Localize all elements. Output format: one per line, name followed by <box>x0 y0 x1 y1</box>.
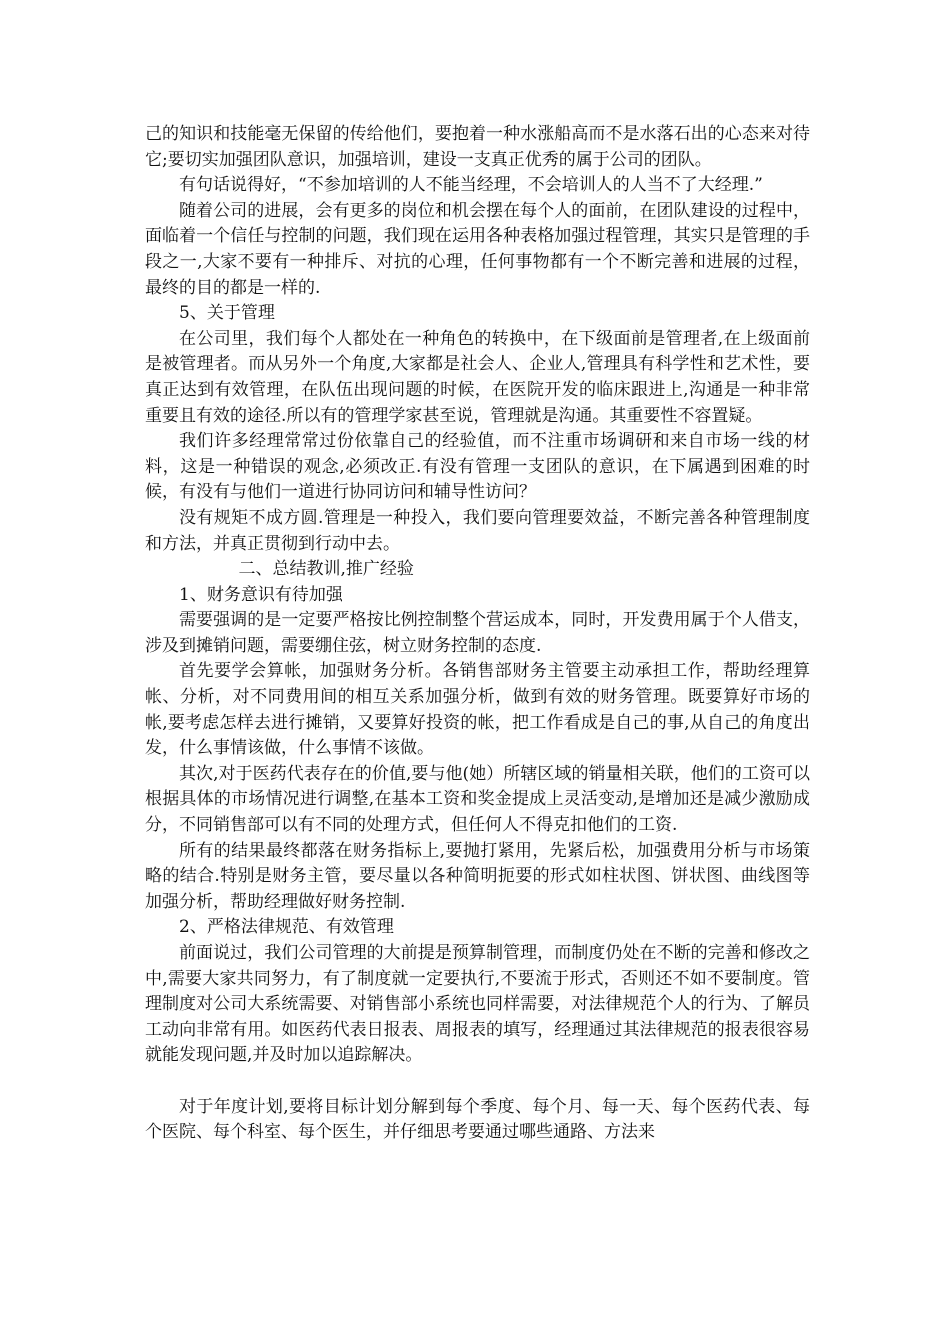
paragraph: 需要强调的是一定要严格按比例控制整个营运成本，同时，开发费用属于个人借支，涉及到摊销问题，需要绷住弦，树立财务控制的态度. <box>145 610 810 656</box>
paragraph: 有句话说得好，“不参加培训的人不能当经理，不会培训人的人当不了大经理.” <box>179 175 763 196</box>
blank-line <box>145 1069 810 1095</box>
paragraph: 随着公司的进展，会有更多的岗位和机会摆在每个人的面前，在团队建设的过程中，面临着一个信任与控制的问题，我们现在运用各种表格加强过程管理，其实只是管理的手段之一,大家不要有一种排斥、对抗的心理，任何事物都有一个不断完善和进展的过程，最终的目的都是一样的. <box>145 200 810 298</box>
paragraph: 己的知识和技能毫无保留的传给他们，要抱着一种水涨船高而不是水落石出的心态来对待它;要切实加强团队意识，加强培训，建设一支真正优秀的属于公司的团队。 <box>145 124 810 170</box>
document-body <box>145 122 810 1146</box>
paragraph: 对于年度计划,要将目标计划分解到每个季度、每个月、每一天、每个医药代表、每个医院、每个科室、每个医生，并仔细思考要通过哪些通路、方法来 <box>145 1096 810 1143</box>
section-heading: 5、关于管理 <box>179 303 275 324</box>
paragraph: 其次,对于医药代表存在的价值,要与他(她）所辖区域的销量相关联，他们的工资可以根据具体的市场情况进行调整,在基本工资和奖金提成上灵活变动,是增加还是减少激励成分，不同销售部可以有不同的处理方式，但任何人不得克扣他们的工资. <box>145 763 810 836</box>
paragraph: 没有规矩不成方圆.管理是一种投入，我们要向管理要效益，不断完善各种管理制度和方法，并真正贯彻到行动中去。 <box>145 507 810 554</box>
paragraph: 前面说过，我们公司管理的大前提是预算制管理，而制度仍处在不断的完善和修改之中,需要大家共同努力，有了制度就一定要执行,不要流于形式，否则还不如不要制度。管理制度对公司大系统需要、对销售部小系统也同样需要，对法律规范个人的行为、了解员工动向非常有用。如医药代表日报表、周报表的填写，经理通过其法律规范的报表很容易就能发现问题,并及时加以追踪解决。 <box>145 943 810 1066</box>
paragraph: 在公司里，我们每个人都处在一种角色的转换中，在下级面前是管理者,在上级面前是被管理者。而从另外一个角度,大家都是社会人、企业人,管理具有科学性和艺术性，要真正达到有效管理，在队伍出现问题的时候，在医院开发的临床跟进上,沟通是一种非常重要且有效的途径.所以有的管理学家甚至说，管理就是沟通。其重要性不容置疑。 <box>145 328 810 426</box>
section-heading: 1、财务意识有待加强 <box>179 584 343 605</box>
chapter-heading: 二、总结教训,推广经验 <box>238 559 414 580</box>
section-heading: 2、严格法律规范、有效管理 <box>179 917 394 938</box>
paragraph: 我们许多经理常常过份依靠自己的经验值，而不注重市场调研和来自市场一线的材料，这是一种错误的观念,必须改正.有没有管理一支团队的意识，在下属遇到困难的时候，有没有与他们一道进行协同访问和辅导性访问？ <box>145 431 810 503</box>
paragraph: 首先要学会算帐，加强财务分析。各销售部财务主管要主动承担工作，帮助经理算帐、分析，对不同费用间的相互关系加强分析，做到有效的财务管理。既要算好市场的帐,要考虑怎样去进行摊销，又要算好投资的帐，把工作看成是自己的事,从自己的角度出发，什么事情该做，什么事情不该做。 <box>145 661 810 759</box>
paragraph: 所有的结果最终都落在财务指标上,要抛打紧用，先紧后松，加强费用分析与市场策略的结合.特别是财务主管，要尽量以各种简明扼要的形式如柱状图、饼状图、曲线图等加强分析，帮助经理做好财务控制. <box>145 840 810 912</box>
